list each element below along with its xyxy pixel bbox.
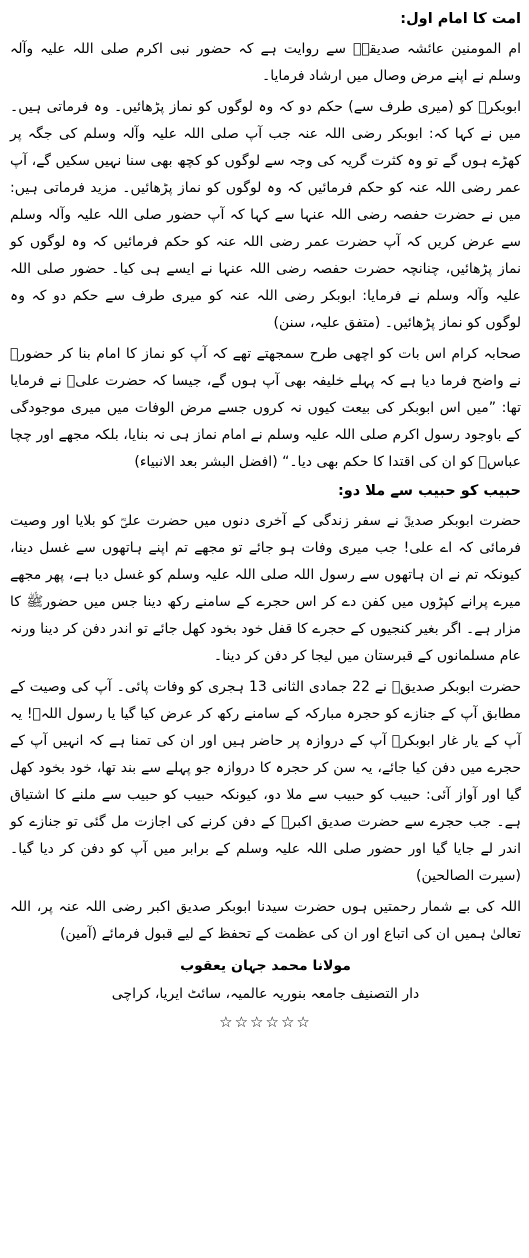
paragraph: ام المومنین عائشہ صدیقہؓ سے روایت ہے کہ حضور نبی اکرم صلی اللہ علیہ وآلہ وسلم نے اپنے مرض وصال میں ارشاد فرمایا۔: [10, 41, 521, 84]
author-name: مولانا محمد جہان یعقوب: [180, 958, 351, 974]
section-heading-habib: حبیب کو حبیب سے ملا دو:: [337, 483, 521, 499]
paragraph: حضرت ابوبکر صدیقؓ نے 22 جمادی الثانی 13 ہجری کو وفات پائی۔ آپ کی وصیت کے مطابق آپ کے جنازے کو حجرہ مبارکہ کے سامنے رکھ کر عرض کیا گیا یا رسول اللہﷺ! یہ آپ کے یار غار ابوبکرؓ آپ کے دروازہ پر حاضر ہیں اور ان کی تمنا ہے کہ انہیں آپ کے حجرے میں دفن کیا جائے، یہ سن کر حجرہ کا دروازہ جو پہلے سے بند تھا، خود بخود کھل گیا اور آواز آئی: حبیب کو حبیب سے ملا دو، کیونکہ حبیب کو حبیب سے ملنے کا اشتیاق ہے۔ جب حجرے سے حضرت صدیق اکبرؓ کے دفن کرنے کی اجازت مل گئی تو جنازے کو اندر لے جایا گیا اور حضور صلی اللہ علیہ وسلم کے برابر میں آپ کو دفن کر دیا گیا۔ (سیرت الصالحین): [10, 679, 521, 884]
section-heading-first-imam: امت کا امام اول:: [400, 11, 521, 27]
paragraph: صحابہ کرام اس بات کو اچھی طرح سمجھتے تھے کہ آپ کو نماز کا امام بنا کر حضورﷺ نے واضح فرما دیا ہے کہ پہلے خلیفہ بھی آپ ہوں گے، جیسا کہ حضرت علیؓ نے فرمایا تھا: ”میں اس ابوبکر کی بیعت کیوں نہ کروں جسے مرض الوفات میں میری موجودگی کے باوجود رسول اکرم صلی اللہ علیہ وسلم نے امام نماز ہی نہ بنایا، بلکہ مجھے اور چچا عباسؓ کو ان کی اقتدا کا حکم بھی دیا۔“ (افضل البشر بعد الانبیاء): [10, 346, 521, 470]
paragraph: حضرت ابوبکر صدیقؓ نے سفر زندگی کے آخری دنوں میں حضرت علیؓ کو بلایا اور وصیت فرمائی کہ اے علی! جب میری وفات ہو جائے تو مجھے تم اپنے ہاتھوں سے غسل دینا، کیونکہ تم نے ان ہاتھوں سے رسول اللہ صلی اللہ علیہ وسلم کو غسل دیا ہے، پھر مجھے میرے پرانے کپڑوں میں کفن دے کر اس حجرے کے سامنے رکھ دینا جس میں حضورﷺ کا مزار ہے۔ اگر بغیر کنجیوں کے حجرے کا قفل خود بخود کھل جائے تو اندر دفن کر دینا ورنہ عام مسلمانوں کے قبرستان میں لیجا کر دفن کر دینا۔: [10, 513, 521, 664]
star-divider: ☆☆☆☆☆☆: [219, 1013, 312, 1031]
paragraph: ابوبکرؓ کو (میری طرف سے) حکم دو کہ وہ لوگوں کو نماز پڑھائیں۔ وہ فرماتی ہیں۔ میں نے کہا کہ: ابوبکر رضی اللہ عنہ جب آپ صلی اللہ علیہ وآلہ وسلم کی جگہ پر کھڑے ہوں گے تو وہ کثرت گریہ کی وجہ سے لوگوں کو کچھ بھی سنا نہیں سکیں گے، آپ عمر رضی اللہ عنہ کو حکم فرمائیں کہ وہ لوگوں کو نماز پڑھائیں۔ مزید فرماتی ہیں: میں نے حضرت حفصہ رضی اللہ عنہا سے کہا کہ آپ حضور صلی اللہ علیہ وآلہ وسلم سے عرض کریں کہ آپ حضرت عمر رضی اللہ عنہ کو حکم فرمائیں کہ وہ لوگوں کو نماز پڑھائیں، چنانچہ حضرت حفصہ رضی اللہ عنہا نے ایسے ہی کیا۔ حضور صلی اللہ علیہ وآلہ وسلم نے فرمایا: ابوبکر رضی اللہ عنہ کو میری طرف سے حکم دو کہ وہ لوگوں کو نماز پڑھائیں۔ (متفق علیہ، سنن): [10, 99, 521, 331]
author-institution: دار التصنیف جامعہ بنوریہ عالمیہ، سائٹ ایریا، کراچی: [111, 986, 420, 1002]
paragraph: اللہ کی بے شمار رحمتیں ہوں حضرت سیدنا ابوبکر صدیق اکبر رضی اللہ عنہ پر، اللہ تعالیٰ ہمیں ان کی اتباع اور ان کی عظمت کے تحفظ کے لیے قبول فرمائے (آمین): [10, 899, 521, 942]
